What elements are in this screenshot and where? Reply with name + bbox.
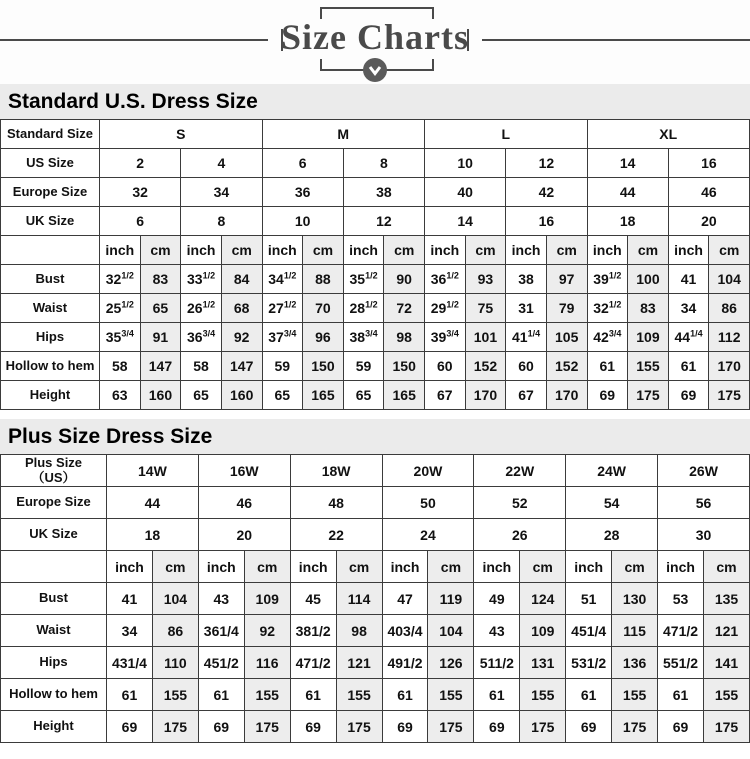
size-cell: 44 xyxy=(587,178,668,207)
measure-cell: 104 xyxy=(152,583,198,615)
measure-cell: 70 xyxy=(303,294,344,323)
size-cell: 18 xyxy=(107,519,199,551)
measure-cell: 63 xyxy=(100,381,141,410)
unit-cell-inch: inch xyxy=(382,551,428,583)
measure-cell: 155 xyxy=(628,352,669,381)
size-cell: 34 xyxy=(181,178,262,207)
size-cell: 46 xyxy=(668,178,749,207)
size-cell: 4 xyxy=(181,149,262,178)
measure-cell: $28^{1/2}$ xyxy=(343,294,384,323)
measure-cell: 53 xyxy=(658,583,704,615)
unit-row-label xyxy=(1,551,107,583)
unit-cell-inch: inch xyxy=(474,551,520,583)
row-label: Waist xyxy=(1,294,100,323)
unit-cell-cm: cm xyxy=(428,551,474,583)
measure-cell: 49 xyxy=(474,583,520,615)
measure-cell: 152 xyxy=(546,352,587,381)
size-cell: 54 xyxy=(566,487,658,519)
measure-cell: 136 xyxy=(612,647,658,679)
measure-cell: 90 xyxy=(384,265,425,294)
measure-cell: 491/2 xyxy=(382,647,428,679)
unit-cell-inch: inch xyxy=(181,236,222,265)
standard-size-section xyxy=(0,84,750,410)
measure-cell: 105 xyxy=(546,323,587,352)
measure-cell: 38 xyxy=(506,265,547,294)
measure-cell: 31 xyxy=(506,294,547,323)
measure-cell: 69 xyxy=(474,711,520,743)
size-cell: 26W xyxy=(658,455,750,487)
measure-cell: 61 xyxy=(587,352,628,381)
size-cell: 46 xyxy=(198,487,290,519)
measure-cell: $32^{1/2}$ xyxy=(100,265,141,294)
measure-cell: 69 xyxy=(107,711,153,743)
size-cell: 10 xyxy=(262,207,343,236)
measure-cell: 69 xyxy=(668,381,709,410)
measure-cell: $38^{3/4}$ xyxy=(343,323,384,352)
row-label: Bust xyxy=(1,265,100,294)
size-cell: 8 xyxy=(343,149,424,178)
measure-cell: 43 xyxy=(474,615,520,647)
row-label: Standard Size xyxy=(1,120,100,149)
measure-cell: 60 xyxy=(506,352,547,381)
measure-cell: $34^{1/2}$ xyxy=(262,265,303,294)
measure-cell: 61 xyxy=(566,679,612,711)
size-cell: XL xyxy=(587,120,750,149)
size-cell: M xyxy=(262,120,425,149)
size-cell: 18W xyxy=(290,455,382,487)
size-cell: 44 xyxy=(107,487,199,519)
unit-cell-inch: inch xyxy=(506,236,547,265)
measure-cell: 100 xyxy=(628,265,669,294)
measure-cell: 150 xyxy=(384,352,425,381)
measure-cell: 68 xyxy=(221,294,262,323)
measure-cell: 98 xyxy=(336,615,382,647)
measure-cell: 121 xyxy=(336,647,382,679)
measure-cell: 175 xyxy=(703,711,749,743)
unit-cell-cm: cm xyxy=(140,236,181,265)
measure-cell: 160 xyxy=(221,381,262,410)
measure-cell: 61 xyxy=(290,679,336,711)
measure-cell: 72 xyxy=(384,294,425,323)
measure-cell: 124 xyxy=(520,583,566,615)
size-cell: 26 xyxy=(474,519,566,551)
measure-cell: 155 xyxy=(520,679,566,711)
measure-cell: 41 xyxy=(107,583,153,615)
measure-cell: 104 xyxy=(428,615,474,647)
page-header xyxy=(0,0,750,84)
size-cell: 48 xyxy=(290,487,382,519)
size-cell: L xyxy=(425,120,588,149)
measure-cell: $26^{1/2}$ xyxy=(181,294,222,323)
unit-cell-cm: cm xyxy=(465,236,506,265)
measure-cell: $41^{1/4}$ xyxy=(506,323,547,352)
measure-cell: 155 xyxy=(336,679,382,711)
measure-cell: 155 xyxy=(152,679,198,711)
measure-cell: 112 xyxy=(709,323,750,352)
measure-cell: 141 xyxy=(703,647,749,679)
plus-size-table xyxy=(0,454,750,743)
unit-cell-cm: cm xyxy=(520,551,566,583)
measure-cell: 116 xyxy=(244,647,290,679)
measure-cell: 88 xyxy=(303,265,344,294)
row-label: Height xyxy=(1,711,107,743)
measure-cell: 175 xyxy=(152,711,198,743)
size-cell: 28 xyxy=(566,519,658,551)
size-cell: 38 xyxy=(343,178,424,207)
measure-cell: 109 xyxy=(628,323,669,352)
unit-cell-inch: inch xyxy=(262,236,303,265)
measure-cell: 170 xyxy=(546,381,587,410)
size-cell: 40 xyxy=(425,178,506,207)
measure-cell: 361/4 xyxy=(198,615,244,647)
size-cell: 8 xyxy=(181,207,262,236)
measure-cell: 59 xyxy=(262,352,303,381)
measure-cell: 65 xyxy=(262,381,303,410)
measure-cell: 96 xyxy=(303,323,344,352)
row-label: Height xyxy=(1,381,100,410)
unit-cell-cm: cm xyxy=(628,236,669,265)
size-cell: 36 xyxy=(262,178,343,207)
row-label: Plus Size （US） xyxy=(1,455,107,487)
measure-cell: $42^{3/4}$ xyxy=(587,323,628,352)
size-cell: 22 xyxy=(290,519,382,551)
measure-cell: 43 xyxy=(198,583,244,615)
section-divider xyxy=(0,410,750,419)
measure-cell: 175 xyxy=(520,711,566,743)
row-label: Bust xyxy=(1,583,107,615)
size-cell: 42 xyxy=(506,178,587,207)
unit-cell-inch: inch xyxy=(658,551,704,583)
unit-cell-inch: inch xyxy=(587,236,628,265)
measure-cell: 69 xyxy=(382,711,428,743)
size-cell: 6 xyxy=(262,149,343,178)
size-cell: 16W xyxy=(198,455,290,487)
size-cell: 12 xyxy=(343,207,424,236)
measure-cell: 69 xyxy=(198,711,244,743)
measure-cell: $39^{1/2}$ xyxy=(587,265,628,294)
measure-cell: 121 xyxy=(703,615,749,647)
measure-cell: 83 xyxy=(140,265,181,294)
size-cell: 10 xyxy=(425,149,506,178)
size-cell: 20W xyxy=(382,455,474,487)
measure-cell: 58 xyxy=(181,352,222,381)
measure-cell: 65 xyxy=(343,381,384,410)
measure-cell: 511/2 xyxy=(474,647,520,679)
measure-cell: 150 xyxy=(303,352,344,381)
measure-cell: $29^{1/2}$ xyxy=(425,294,466,323)
unit-cell-cm: cm xyxy=(303,236,344,265)
measure-cell: 47 xyxy=(382,583,428,615)
measure-cell: 175 xyxy=(709,381,750,410)
size-cell: 18 xyxy=(587,207,668,236)
row-label: US Size xyxy=(1,149,100,178)
measure-cell: 170 xyxy=(709,352,750,381)
measure-cell: 471/2 xyxy=(658,615,704,647)
measure-cell: $25^{1/2}$ xyxy=(100,294,141,323)
size-cell: 52 xyxy=(474,487,566,519)
size-cell: 24 xyxy=(382,519,474,551)
size-cell: 20 xyxy=(198,519,290,551)
unit-cell-cm: cm xyxy=(221,236,262,265)
size-cell: 14W xyxy=(107,455,199,487)
size-cell: 50 xyxy=(382,487,474,519)
measure-cell: $35^{1/2}$ xyxy=(343,265,384,294)
measure-cell: 69 xyxy=(566,711,612,743)
measure-cell: 381/2 xyxy=(290,615,336,647)
unit-cell-cm: cm xyxy=(152,551,198,583)
row-label: Europe Size xyxy=(1,178,100,207)
size-cell: 32 xyxy=(100,178,181,207)
measure-cell: 59 xyxy=(343,352,384,381)
scroll-down-badge xyxy=(363,58,387,82)
standard-table-title: Standard U.S. Dress Size xyxy=(0,84,750,119)
measure-cell: 92 xyxy=(221,323,262,352)
measure-cell: 92 xyxy=(244,615,290,647)
measure-cell: 86 xyxy=(709,294,750,323)
measure-cell: $39^{3/4}$ xyxy=(425,323,466,352)
measure-cell: 34 xyxy=(107,615,153,647)
measure-cell: 115 xyxy=(612,615,658,647)
size-cell: 14 xyxy=(587,149,668,178)
measure-cell: 147 xyxy=(221,352,262,381)
row-label: Waist xyxy=(1,615,107,647)
measure-cell: 155 xyxy=(612,679,658,711)
measure-cell: 61 xyxy=(198,679,244,711)
plus-size-section xyxy=(0,419,750,743)
measure-cell: 61 xyxy=(474,679,520,711)
measure-cell: 67 xyxy=(506,381,547,410)
measure-cell: 109 xyxy=(244,583,290,615)
unit-cell-inch: inch xyxy=(198,551,244,583)
measure-cell: 175 xyxy=(244,711,290,743)
measure-cell: 451/4 xyxy=(566,615,612,647)
measure-cell: 431/4 xyxy=(107,647,153,679)
measure-cell: $32^{1/2}$ xyxy=(587,294,628,323)
measure-cell: 403/4 xyxy=(382,615,428,647)
measure-cell: 69 xyxy=(587,381,628,410)
measure-cell: 147 xyxy=(140,352,181,381)
measure-cell: 119 xyxy=(428,583,474,615)
measure-cell: 175 xyxy=(428,711,474,743)
unit-cell-inch: inch xyxy=(343,236,384,265)
unit-cell-cm: cm xyxy=(709,236,750,265)
unit-cell-cm: cm xyxy=(384,236,425,265)
measure-cell: 69 xyxy=(290,711,336,743)
measure-cell: 110 xyxy=(152,647,198,679)
unit-cell-cm: cm xyxy=(244,551,290,583)
unit-cell-inch: inch xyxy=(566,551,612,583)
measure-cell: 34 xyxy=(668,294,709,323)
row-label: Europe Size xyxy=(1,487,107,519)
measure-cell: 79 xyxy=(546,294,587,323)
size-cell: 16 xyxy=(506,207,587,236)
measure-cell: 69 xyxy=(658,711,704,743)
measure-cell: $37^{3/4}$ xyxy=(262,323,303,352)
size-cell: 24W xyxy=(566,455,658,487)
measure-cell: $36^{1/2}$ xyxy=(425,265,466,294)
size-cell: 6 xyxy=(100,207,181,236)
measure-cell: 135 xyxy=(703,583,749,615)
measure-cell: 61 xyxy=(668,352,709,381)
measure-cell: 61 xyxy=(107,679,153,711)
row-label: Hips xyxy=(1,323,100,352)
measure-cell: 67 xyxy=(425,381,466,410)
measure-cell: 126 xyxy=(428,647,474,679)
measure-cell: 60 xyxy=(425,352,466,381)
size-cell: 20 xyxy=(668,207,749,236)
row-label: UK Size xyxy=(1,207,100,236)
size-cell: 12 xyxy=(506,149,587,178)
measure-cell: $27^{1/2}$ xyxy=(262,294,303,323)
measure-cell: 175 xyxy=(612,711,658,743)
chevron-down-icon xyxy=(368,65,382,76)
measure-cell: 65 xyxy=(140,294,181,323)
measure-cell: 175 xyxy=(628,381,669,410)
measure-cell: 101 xyxy=(465,323,506,352)
measure-cell: 91 xyxy=(140,323,181,352)
measure-cell: 65 xyxy=(181,381,222,410)
measure-cell: 83 xyxy=(628,294,669,323)
unit-cell-inch: inch xyxy=(425,236,466,265)
row-label: Hips xyxy=(1,647,107,679)
measure-cell: 61 xyxy=(382,679,428,711)
measure-cell: 131 xyxy=(520,647,566,679)
measure-cell: 155 xyxy=(703,679,749,711)
size-cell: 16 xyxy=(668,149,749,178)
measure-cell: 155 xyxy=(428,679,474,711)
measure-cell: 41 xyxy=(668,265,709,294)
measure-cell: 155 xyxy=(244,679,290,711)
measure-cell: 58 xyxy=(100,352,141,381)
row-label: Hollow to hem xyxy=(1,352,100,381)
measure-cell: 84 xyxy=(221,265,262,294)
unit-cell-inch: inch xyxy=(668,236,709,265)
plus-table-title: Plus Size Dress Size xyxy=(0,419,750,454)
size-cell: S xyxy=(100,120,263,149)
unit-cell-cm: cm xyxy=(546,236,587,265)
measure-cell: 551/2 xyxy=(658,647,704,679)
measure-cell: 152 xyxy=(465,352,506,381)
measure-cell: 165 xyxy=(384,381,425,410)
unit-cell-cm: cm xyxy=(703,551,749,583)
measure-cell: $36^{3/4}$ xyxy=(181,323,222,352)
measure-cell: 61 xyxy=(658,679,704,711)
page-title: Size Charts xyxy=(281,17,469,57)
measure-cell: 45 xyxy=(290,583,336,615)
measure-cell: 165 xyxy=(303,381,344,410)
measure-cell: $33^{1/2}$ xyxy=(181,265,222,294)
measure-cell: 531/2 xyxy=(566,647,612,679)
measure-cell: 170 xyxy=(465,381,506,410)
measure-cell: 51 xyxy=(566,583,612,615)
measure-cell: 160 xyxy=(140,381,181,410)
unit-cell-inch: inch xyxy=(107,551,153,583)
size-cell: 30 xyxy=(658,519,750,551)
measure-cell: 86 xyxy=(152,615,198,647)
measure-cell: $35^{3/4}$ xyxy=(100,323,141,352)
measure-cell: 114 xyxy=(336,583,382,615)
measure-cell: 104 xyxy=(709,265,750,294)
unit-row-label xyxy=(1,236,100,265)
row-label: UK Size xyxy=(1,519,107,551)
unit-cell-inch: inch xyxy=(290,551,336,583)
measure-cell: 109 xyxy=(520,615,566,647)
unit-cell-inch: inch xyxy=(100,236,141,265)
measure-cell: 75 xyxy=(465,294,506,323)
size-cell: 56 xyxy=(658,487,750,519)
measure-cell: 93 xyxy=(465,265,506,294)
measure-cell: 97 xyxy=(546,265,587,294)
measure-cell: 175 xyxy=(336,711,382,743)
measure-cell: 130 xyxy=(612,583,658,615)
measure-cell: 98 xyxy=(384,323,425,352)
unit-cell-cm: cm xyxy=(612,551,658,583)
measure-cell: 471/2 xyxy=(290,647,336,679)
size-cell: 14 xyxy=(425,207,506,236)
measure-cell: $44^{1/4}$ xyxy=(668,323,709,352)
measure-cell: 451/2 xyxy=(198,647,244,679)
standard-size-table xyxy=(0,119,750,410)
row-label: Hollow to hem xyxy=(1,679,107,711)
unit-cell-cm: cm xyxy=(336,551,382,583)
size-cell: 2 xyxy=(100,149,181,178)
size-cell: 22W xyxy=(474,455,566,487)
